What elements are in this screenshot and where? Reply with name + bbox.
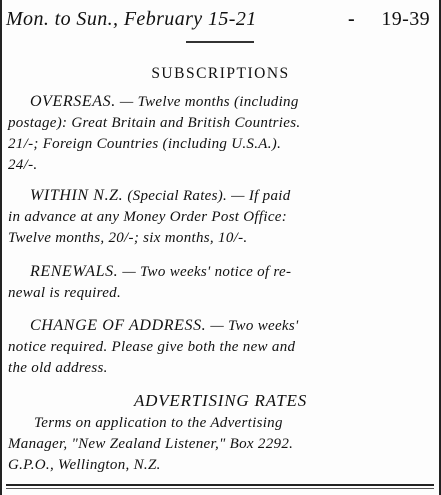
- renewals-line-2: newal is required.: [8, 285, 122, 301]
- renewals-line-1: [8, 261, 432, 283]
- advertising-line-3: G.P.O., Wellington, N.Z.: [8, 457, 161, 473]
- change-of-address-line-2: notice required. Please give both the new and: [8, 339, 296, 355]
- subscriptions-heading: SUBSCRIPTIONS: [151, 65, 290, 82]
- within-nz-paragraph: [8, 185, 432, 249]
- overseas-line-2: postage): Great Britain and British Countries.: [8, 115, 301, 131]
- within-nz-text-1: (Special Rates). — If paid: [127, 188, 291, 204]
- within-nz-lead: WITHIN N.Z.: [30, 187, 124, 204]
- bottom-rule: [6, 484, 434, 486]
- issue-header: [6, 6, 432, 32]
- renewals-text-1: — Two weeks' notice of re-: [122, 264, 292, 280]
- advertising-line-2: Manager, "New Zealand Listener," Box 2292.: [8, 436, 294, 452]
- bottom-rule-thin: [6, 488, 434, 489]
- overseas-paragraph: [8, 91, 432, 176]
- advertising-paragraph: [8, 413, 432, 476]
- change-of-address-line-3: the old address.: [8, 360, 108, 376]
- overseas-line-1: [8, 91, 432, 113]
- header-separator: -: [348, 8, 356, 30]
- within-nz-line-3: Twelve months, 20/-; six months, 10/-.: [8, 230, 248, 246]
- overseas-text-1: — Twelve months (including: [119, 94, 299, 110]
- change-of-address-line-1: [8, 315, 432, 337]
- overseas-lead: OVERSEAS.: [30, 93, 116, 110]
- issue-number: 19-39: [381, 8, 430, 30]
- renewals-paragraph: [8, 261, 432, 304]
- change-of-address-lead: CHANGE OF ADDRESS.: [30, 317, 207, 334]
- advertising-line-1: Terms on application to the Advertising: [34, 415, 283, 431]
- change-of-address-text-1: — Two weeks': [210, 318, 299, 334]
- within-nz-line-2: in advance at any Money Order Post Office:: [8, 209, 288, 225]
- overseas-line-3: 21/-; Foreign Countries (including U.S.A.).: [8, 136, 282, 152]
- header-divider: [186, 41, 254, 43]
- change-of-address-paragraph: [8, 315, 432, 379]
- advertising-heading: ADVERTISING RATES: [133, 391, 308, 410]
- within-nz-line-1: [8, 185, 432, 207]
- renewals-lead: RENEWALS.: [30, 263, 119, 280]
- issue-dates: Mon. to Sun., February 15-21: [6, 8, 257, 30]
- overseas-line-4: 24/-.: [8, 157, 38, 173]
